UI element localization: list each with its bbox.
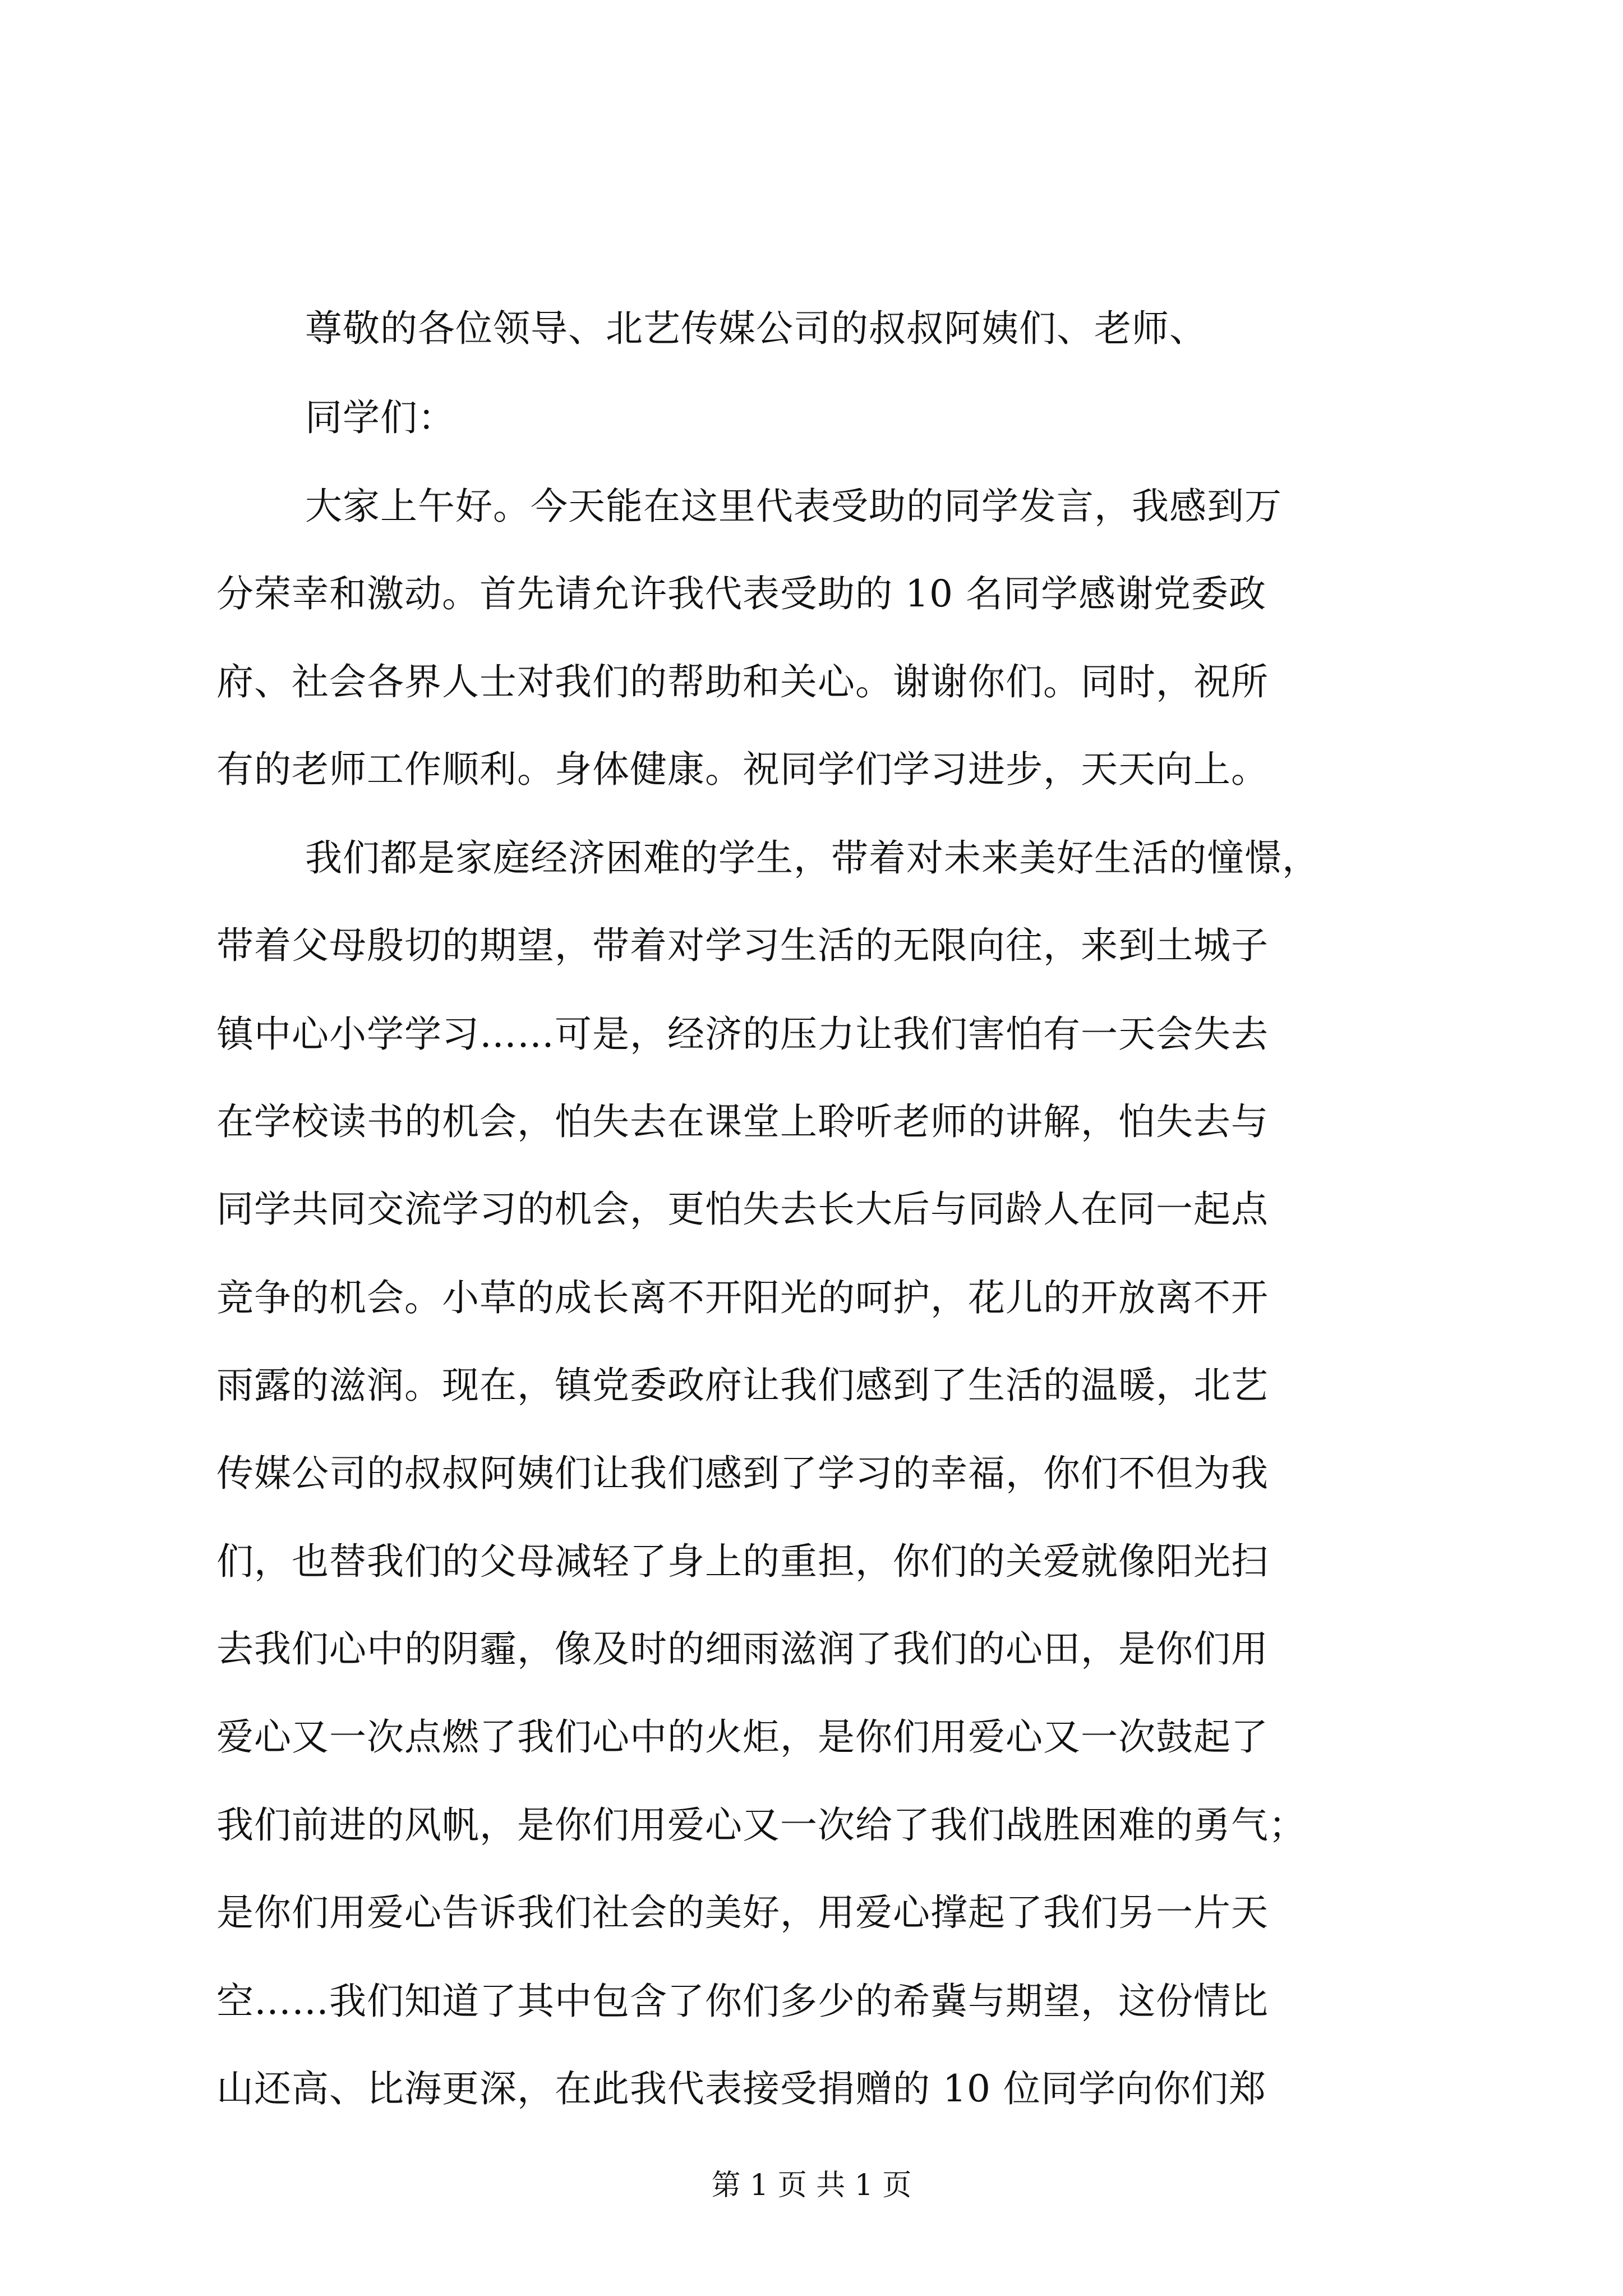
paragraph-2-line-11: 爱心又一次点燃了我们心中的火炬，是你们用爱心又一次鼓起了 (216, 1715, 1269, 1759)
paragraph-2-line-4: 在学校读书的机会，怕失去在课堂上聆听老师的讲解，怕失去与 (216, 1100, 1269, 1143)
page-footer: 第 1 页 共 1 页 (711, 2169, 912, 2202)
paragraph-2-line-5: 同学共同交流学习的机会，更怕失去长大后与同龄人在同一起点 (216, 1188, 1269, 1231)
paragraph-1-line-4: 有的老师工作顺利。身体健康。祝同学们学习进步，天天向上。 (216, 748, 1269, 791)
paragraph-2-line-1: 我们都是家庭经济困难的学生，带着对未来美好生活的憧憬， (305, 836, 1320, 880)
paragraph-2-line-7: 雨露的滋润。现在，镇党委政府让我们感到了生活的温暖，北艺 (216, 1364, 1269, 1407)
salutation-line-2: 同学们： (305, 396, 455, 439)
paragraph-2-line-9: 们，也替我们的父母减轻了身上的重担，你们的关爱就像阳光扫 (216, 1540, 1269, 1583)
paragraph-2-line-3: 镇中心小学学习……可是，经济的压力让我们害怕有一天会失去 (216, 1013, 1269, 1056)
paragraph-1-line-3: 府、社会各界人士对我们的帮助和关心。谢谢你们。同时，祝所 (216, 660, 1269, 703)
paragraph-2-line-8: 传媒公司的叔叔阿姨们让我们感到了学习的幸福，你们不但为我 (216, 1452, 1269, 1495)
paragraph-2-line-12: 我们前进的风帆，是你们用爱心又一次给了我们战胜困难的勇气； (216, 1803, 1306, 1847)
paragraph-1-line-2: 分荣幸和激动。首先请允许我代表受助的 10 名同学感谢党委政 (216, 572, 1266, 615)
paragraph-2-line-15: 山还高、比海更深，在此我代表接受捐赠的 10 位同学向你们郑 (216, 2067, 1266, 2110)
paragraph-2-line-2: 带着父母殷切的期望，带着对学习生活的无限向往，来到土城子 (216, 924, 1269, 967)
paragraph-2-line-6: 竞争的机会。小草的成长离不开阳光的呵护，花儿的开放离不开 (216, 1276, 1269, 1319)
paragraph-2-line-14: 空……我们知道了其中包含了你们多少的希冀与期望，这份情比 (216, 1980, 1269, 2023)
paragraph-2-line-10: 去我们心中的阴霾，像及时的细雨滋润了我们的心田，是你们用 (216, 1627, 1269, 1671)
paragraph-2-line-13: 是你们用爱心告诉我们社会的美好，用爱心撑起了我们另一片天 (216, 1891, 1269, 1934)
salutation-line-1: 尊敬的各位领导、北艺传媒公司的叔叔阿姨们、老师、 (305, 307, 1207, 350)
paragraph-1-line-1: 大家上午好。今天能在这里代表受助的同学发言，我感到万 (305, 485, 1282, 528)
